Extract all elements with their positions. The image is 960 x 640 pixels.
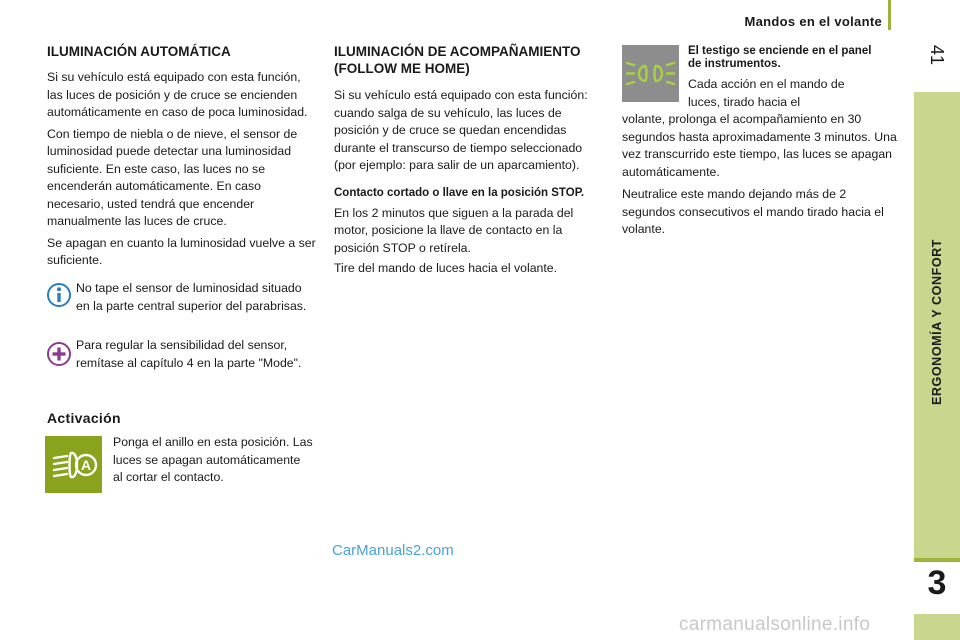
plus-note: [76, 337, 318, 372]
follow-me-home-heading-line2: (FOLLOW ME HOME): [334, 61, 470, 76]
plus-icon: [47, 342, 71, 371]
svg-text:A: A: [80, 457, 92, 473]
paragraph: Neutralice este mando dejando más de 2 segundos consecutivos el mando tirado hacia el volante.: [622, 187, 884, 236]
paragraph: Cada acción en el mando de luces, tirado hacia el: [688, 77, 845, 109]
stop-position-subheading: Contacto cortado o llave en la posición STOP.: [334, 186, 585, 199]
info-note: [76, 280, 316, 315]
header-rule: [888, 0, 891, 30]
column-1: [47, 43, 317, 270]
telltale-subheading-block: [688, 45, 878, 71]
col3-body: [622, 111, 898, 239]
paragraph: Se apagan en cuanto la luminosidad vuelve a ser suficiente.: [47, 235, 316, 267]
info-note-text: No tape el sensor de luminosidad situado en la parte central superior del parabrisas.: [76, 281, 307, 313]
activation-section: [47, 410, 121, 426]
col3-para1-start-block: [688, 76, 863, 111]
watermark-link[interactable]: CarManuals2.com: [332, 542, 454, 559]
activation-text-block: [113, 434, 313, 487]
info-icon: [47, 283, 71, 312]
telltale-subheading: El testigo se enciende en el panel de instrumentos.: [688, 45, 872, 70]
page-number: 41: [927, 44, 947, 66]
paragraph: Con tiempo de niebla o de nieve, el sensor de luminosidad puede detectar una luminosidad suficiente. En este caso, las luces no se encenderán automáticamente. En caso necesario, usted tendrá que encender manualmente las luces de cruce.: [47, 126, 298, 228]
activation-heading: Activación: [47, 410, 121, 426]
chapter-side-label: [914, 92, 960, 552]
paragraph: En los 2 minutos que siguen a la parada del motor, posicione la llave de contacto en la posición STOP o retírela.: [334, 205, 574, 255]
paragraph: Tire del mando de luces hacia el volante.: [334, 261, 558, 275]
follow-me-home-heading-line1: ILUMINACIÓN DE ACOMPAÑAMIENTO: [334, 44, 581, 59]
plus-note-text: Para regular la sensibilidad del sensor, remítase al capítulo 4 en la parte "Mode".: [76, 338, 302, 370]
running-header: Mandos en el volante: [744, 14, 882, 29]
follow-me-home-telltale-icon: [622, 45, 679, 102]
paragraph: Si su vehículo está equipado con esta función: cuando salga de su vehículo, las luces de posición y de cruce se quedan encendidas durante el transcurso de tiempo seleccionado (por ejemplo: para salir de un aparcamiento).: [334, 88, 588, 172]
watermark-text: carmanualsonline.info: [679, 614, 871, 635]
activation-text: Ponga el anillo en esta posición. Las luces se apagan automáticamente al cortar el contacto.: [113, 435, 313, 484]
column-2: [334, 43, 602, 278]
paragraph: volante, prolonga el acompañamiento en 30 segundos hasta aproximadamente 3 minutos. Una vez transcurrido este tiempo, las luces se apagan automáticamente.: [622, 112, 897, 179]
section-label: ERGONOMÍA Y CONFORT: [930, 238, 944, 406]
auto-lighting-icon: [45, 436, 102, 493]
paragraph: Si su vehículo está equipado con esta función, las luces de posición y de cruce se encienden automáticamente en caso de poca luminosidad.: [47, 70, 308, 119]
chapter-number: 3: [927, 564, 947, 602]
auto-lighting-heading: ILUMINACIÓN AUTOMÁTICA: [47, 44, 231, 59]
